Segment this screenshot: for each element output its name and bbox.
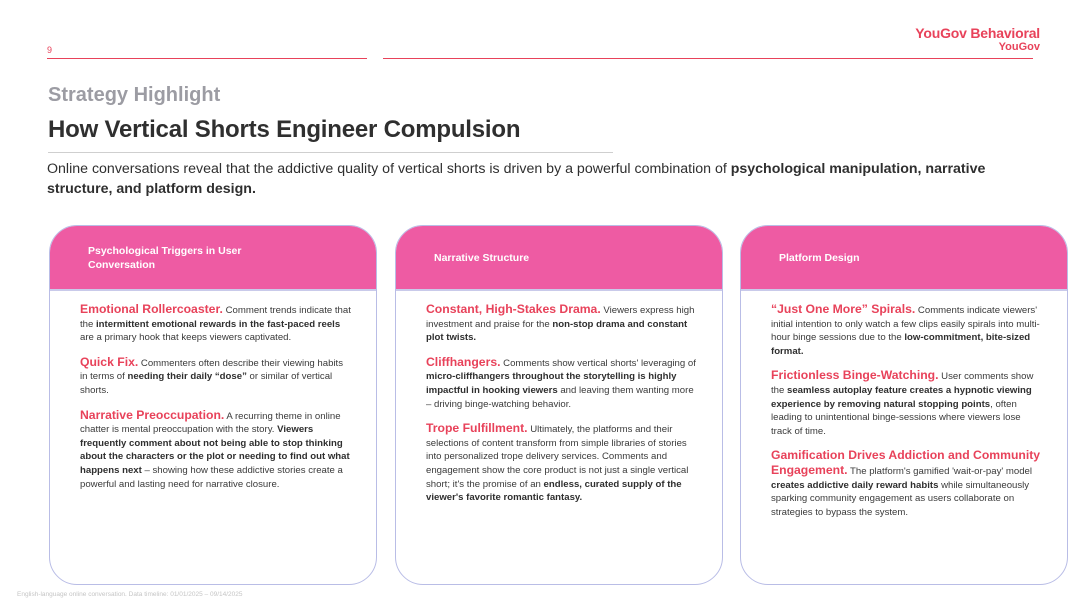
card-item-text: Comments show vertical shorts' leveraging of [500, 357, 696, 369]
card-psychological-triggers [49, 225, 377, 585]
card-item-text: The platform's gamified 'wait-or-pay' model [847, 465, 1033, 477]
card-item-text: , often leading to unintentional binge-sessions where viewers lose track of time. [771, 398, 1021, 437]
intro-paragraph [47, 159, 1037, 199]
card-item-text: are a primary hook that keeps viewers captivated. [80, 332, 292, 344]
footnote: English-language online conversation. Data timeline: 01/01/2025 – 09/14/2025 [17, 591, 243, 598]
card-item-title: Constant, High-Stakes Drama. [426, 302, 601, 316]
card-item [426, 422, 698, 505]
card-item-emphasis: Viewers frequently comment about not being able to stop thinking about the characters or the plot or needing to find out what happens next [80, 424, 350, 476]
card-item-text: Ultimately, the platforms and their selections of content transform from simple libraries of stories into personalized trope delivery services. Comments and engagement show the core product is not just a single vertical short; it's the promise of an [426, 424, 689, 490]
card-header [50, 226, 376, 291]
title-underline [48, 152, 613, 153]
card-item-emphasis: creates addictive daily reward habits [771, 479, 939, 491]
card-item [426, 356, 698, 411]
page-number: 9 [47, 45, 53, 55]
header-rule-left [47, 58, 367, 59]
brand-logo [915, 25, 1040, 54]
card-item-text: Comment trends indicate that the [80, 305, 351, 330]
card-item-emphasis: micro-cliffhangers throughout the storytelling is highly impactful in hooking viewers [426, 371, 677, 396]
card-body [80, 303, 352, 502]
card-item-title: Gamification Drives Addiction and Community Engagement. [771, 448, 1041, 477]
card-item-emphasis: intermittent emotional rewards in the fast-paced reels [96, 318, 341, 330]
card-header [741, 226, 1067, 291]
card-item-emphasis: endless, curated supply of the viewer's favorite romantic fantasy. [426, 478, 682, 504]
card-item-text: Comments indicate viewers' initial intention to only watch a few clips easily spirals into multi-hour binge sessions due to the [771, 305, 1040, 344]
card-platform-design [740, 225, 1068, 585]
card-item-text: or similar of vertical shorts. [80, 371, 333, 396]
card-item-text: Viewers express high investment and praise for the [426, 305, 695, 330]
card-item-emphasis: non-stop drama and constant plot twists. [426, 318, 688, 344]
card-item-text: User comments show the [771, 371, 1034, 396]
card-item-text: and leaving them wanting more – driving binge-watching behavior. [426, 384, 694, 410]
card-item-emphasis: low-commitment, bite-sized format. [771, 332, 1031, 357]
card-heading: Psychological Triggers in User Conversation [88, 244, 242, 271]
card-header [396, 226, 722, 291]
card-item-title: Quick Fix. [80, 354, 139, 369]
card-item [771, 303, 1043, 358]
card-item-title: Trope Fulfillment. [426, 421, 528, 436]
section-kicker: Strategy Highlight [48, 84, 221, 106]
card-item-text: Commenters often describe their viewing habits in terms of [80, 357, 344, 383]
card-item-text: – showing how these addictive stories create a powerful and lasting need for narrative closure. [80, 464, 343, 490]
card-item-emphasis: needing their daily “dose” [127, 371, 247, 383]
card-heading: Narrative Structure [434, 251, 530, 264]
intro-bold: psychological manipulation, narrative structure, and platform design. [47, 161, 986, 197]
card-body [771, 303, 1043, 530]
brand-sub: YouGov [998, 41, 1040, 53]
card-item-title: “Just One More” Spirals. [771, 302, 916, 316]
header-rule-right [383, 58, 1033, 59]
card-item-title: Narrative Preoccupation. [80, 407, 225, 422]
brand-main: YouGov Behavioral [915, 25, 1040, 41]
card-item-title: Emotional Rollercoaster. [80, 302, 223, 316]
card-item-title: Cliffhangers. [426, 354, 501, 369]
card-item-text: while simultaneously sparking community engagement as users collaborate on strategies to bypass the system. [771, 479, 1030, 518]
card-item-text: A recurring theme in online chatter is mental preoccupation with the story. [80, 410, 341, 436]
intro-plain: Online conversations reveal that the addictive quality of vertical shorts is driven by a powerful combination of [47, 161, 731, 177]
card-item [771, 449, 1043, 519]
card-item [426, 303, 698, 345]
page-title: How Vertical Shorts Engineer Compulsion [48, 116, 521, 143]
card-item [771, 369, 1043, 438]
card-item [80, 356, 352, 398]
card-item-title: Frictionless Binge-Watching. [771, 368, 939, 383]
card-item [80, 303, 352, 345]
card-heading: Platform Design [779, 251, 860, 264]
card-narrative-structure [395, 225, 723, 585]
card-item [80, 409, 352, 492]
card-body [426, 303, 698, 516]
card-item-emphasis: seamless autoplay feature creates a hypnotic viewing experience by removing natural stopping points [771, 384, 1032, 410]
